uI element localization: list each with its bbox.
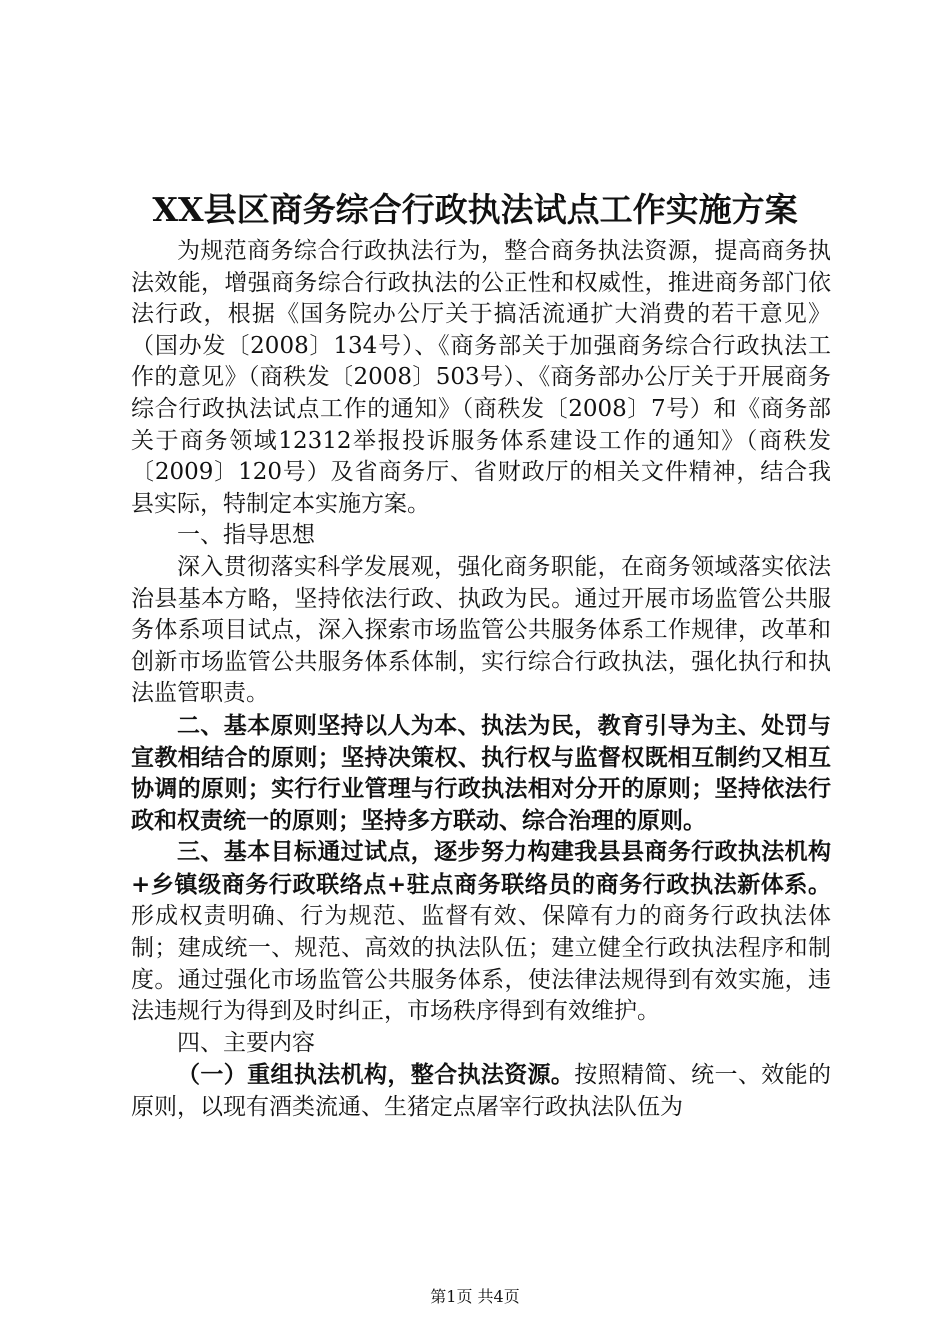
document-body: [131, 236, 831, 1124]
section-4-heading: 四、主要内容: [177, 1029, 315, 1056]
intro-paragraph: 为规范商务综合行政执法行为，整合商务执法资源，提高商务执法效能，增强商务综合行政执法的公正性和权威性，推进商务部门依法行政，根据《国务院办公厅关于搞活流通扩大消费的若干意见》（国办发〔2008〕134号）、《商务部关于加强商务综合行政执法工作的意见》（商秩发〔2008〕503号）、《商务部办公厅关于开展商务综合行政执法试点工作的通知》（商秩发〔2008〕7号）和《商务部关于商务领域12312举报投诉服务体系建设工作的通知》（商秩发〔2009〕120号）及省商务厅、省财政厅的相关文件精神，结合我县实际，特制定本实施方案。: [131, 238, 831, 517]
section-4-sub-paragraph: [131, 1059, 831, 1123]
section-1-heading: 一、指导思想: [177, 522, 315, 549]
section-3-lead: 三、基本目标通过试点，逐步努力构建我县县商务行政执法机构+乡镇级商务行政联络点+驻点商务联络员的商务行政执法新体系。: [131, 838, 831, 898]
section-1-paragraph: 深入贯彻落实科学发展观，强化商务职能，在商务领域落实依法治县基本方略，坚持依法行政、执政为民。通过开展市场监管公共服务体系项目试点，深入探索市场监管公共服务体系工作规律，改革和创新市场监管公共服务体系体制，实行综合行政执法，强化执行和执法监管职责。: [131, 553, 831, 707]
page-footer: 第1页 共4页: [430, 1287, 520, 1306]
section-4-sub-lead: （一）重组执法机构，整合执法资源。: [177, 1061, 575, 1089]
section-2-paragraph: 二、基本原则坚持以人为本、执法为民，教育引导为主、处罚与宣教相结合的原则；坚持决策权、执行权与监督权既相互制约又相互协调的原则；实行行业管理与行政执法相对分开的原则；坚持依法行政和权责统一的原则；坚持多方联动、综合治理的原则。: [131, 711, 831, 834]
document-title: XX县区商务综合行政执法试点工作实施方案: [152, 190, 798, 229]
section-3-text: 形成权责明确、行为规范、监督有效、保障有力的商务行政执法体制；建成统一、规范、高效的执法队伍；建立健全行政执法程序和制度。通过强化市场监管公共服务体系，使法律法规得到有效实施，违法违规行为得到及时纠正，市场秩序得到有效维护。: [131, 903, 831, 1025]
section-4-sub-text: 按照精简、统一、效能的原则，以现有酒类流通、生猪定点屠宰行政执法队伍为: [131, 1062, 832, 1121]
section-3-paragraph: [131, 836, 831, 1028]
